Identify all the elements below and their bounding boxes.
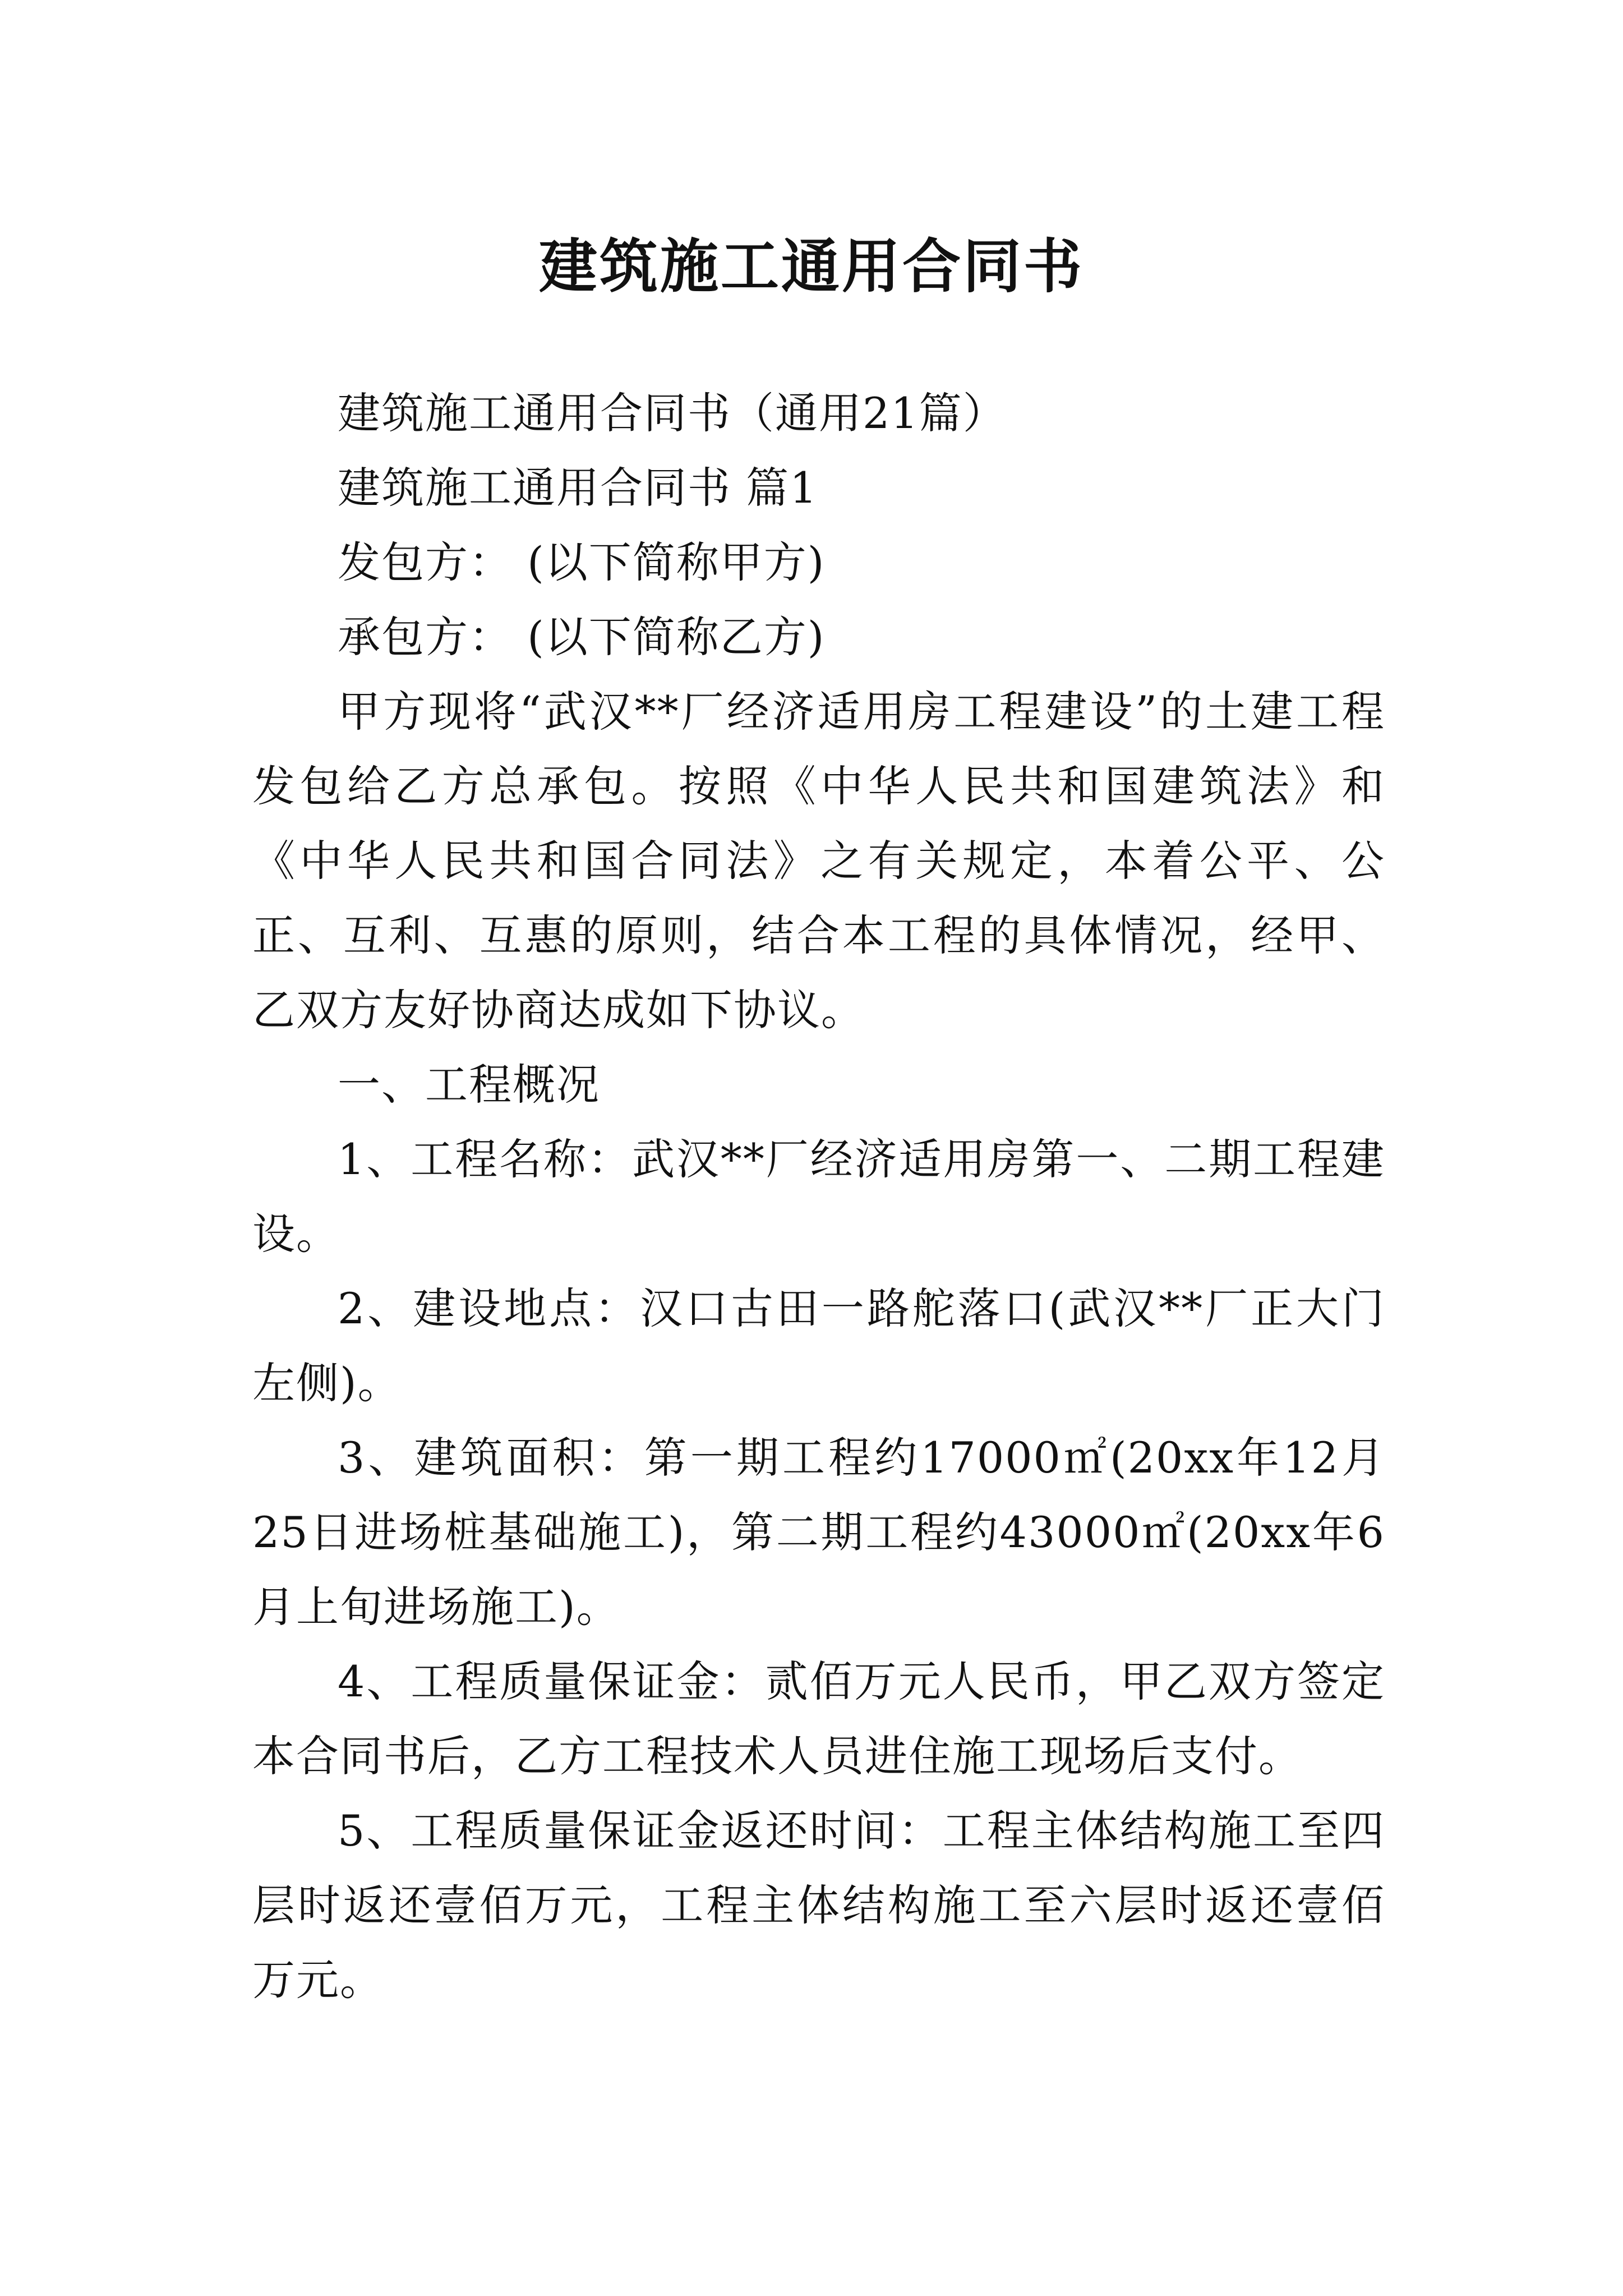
paragraph: 2、建设地点：汉口古田一路舵落口(武汉**厂正大门左侧)。 [252,1283,1385,1408]
paragraph: 承包方： (以下简称乙方) [338,612,826,662]
paragraph: 建筑施工通用合同书（通用21篇） [338,388,1007,438]
paragraph: 4、工程质量保证金：贰佰万元人民币，甲乙双方签定本合同书后，乙方工程技术人员进住施工现场后支付。 [252,1657,1385,1781]
paragraph: 甲方现将“武汉**厂经济适用房工程建设”的土建工程发包给乙方总承包。按照《中华人民共和国建筑法》和《中华人民共和国合同法》之有关规定，本着公平、公正、互利、互惠的原则，结合本工程的具体情况，经甲、乙双方友好协商达成如下协议。 [252,687,1385,1035]
paragraph: 5、工程质量保证金返还时间：工程主体结构施工至四层时返还壹佰万元，工程主体结构施工至六层时返还壹佰万元。 [252,1806,1385,2005]
document-body [252,376,1385,2017]
document-title: 建筑施工通用合同书 [538,231,1084,301]
paragraph: 3、建筑面积：第一期工程约17000㎡(20xx年12月25日进场桩基础施工)，第二期工程约43000㎡(20xx年6月上旬进场施工)。 [252,1433,1385,1632]
paragraph: 建筑施工通用合同书 篇1 [338,463,818,513]
paragraph: 发包方： (以下简称甲方) [338,537,826,587]
paragraph: 1、工程名称：武汉**厂经济适用房第一、二期工程建设。 [252,1134,1385,1259]
section-heading: 一、工程概况 [338,1060,600,1110]
